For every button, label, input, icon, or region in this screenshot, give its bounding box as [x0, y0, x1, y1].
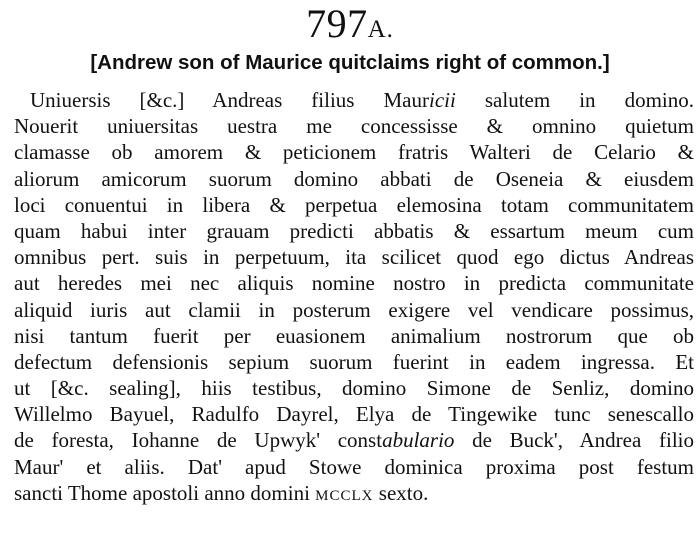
body-line: [14, 244, 694, 270]
body-text-segment: de Buck', Andrea filio: [454, 428, 694, 453]
body-line: [14, 192, 694, 218]
body-line: [14, 323, 694, 349]
body-text-segment: aliquid iuris aut clamii in posterum exigere vel vendicare possimus,: [14, 297, 694, 322]
body-line: [14, 349, 694, 375]
body-line: [14, 113, 694, 139]
body-text-segment: clamasse ob amorem & peticionem fratris Walteri de Celario &: [14, 140, 694, 165]
body-text-segment: quam habui inter grauam predicti abbatis & essartum meum cum: [14, 218, 694, 243]
body-text-segment: MCCLX: [315, 487, 374, 504]
body-text-segment: abulario: [382, 428, 455, 453]
body-text-segment: sancti Thome apostoli anno domini: [14, 480, 316, 505]
document-number-suffix: A.: [367, 16, 394, 43]
body-line: [14, 270, 694, 296]
body-line: [14, 375, 694, 401]
body-text-segment: de foresta, Iohanne de Upwyk' const: [14, 428, 383, 453]
body-text-segment: salutem in domino.: [455, 88, 694, 112]
body-line: [14, 297, 694, 323]
body-text-segment: aut heredes mei nec aliquis nomine nostro in predicta communitate: [14, 271, 694, 296]
body-text-segment: loci conuentui in libera & perpetua elemosina totam communitatem: [14, 192, 694, 217]
body-text-segment: sexto.: [373, 480, 429, 505]
body-text-segment: Nouerit uniuersitas uestra me concessisse & omnino quietum: [14, 114, 694, 139]
body-text-segment: ut [&c. sealing], hiis testibus, domino Simone de Senliz, domino: [14, 376, 694, 401]
body-text-segment: Uniuersis [&c.] Andreas filius Maur: [30, 88, 429, 112]
body-line: [14, 87, 694, 113]
body-line: [14, 401, 694, 427]
document-body: [14, 87, 694, 506]
body-text-segment: icii: [429, 88, 456, 112]
body-line: [14, 480, 694, 506]
document-number: [0, 2, 700, 52]
body-line: [14, 218, 694, 244]
body-text-segment: aliorum amicorum suorum domino abbati de Oseneia & eiusdem: [14, 166, 694, 191]
body-line: [14, 427, 694, 453]
body-text-segment: nisi tantum fuerit per euasionem animalium nostrorum que ob: [14, 323, 694, 348]
body-text-segment: Willelmo Bayuel, Radulfo Dayrel, Elya de Tingewike tunc senescallo: [14, 402, 694, 427]
document-number-value: 797: [306, 1, 368, 46]
body-line: [14, 139, 694, 165]
body-text-segment: Maur' et aliis. Dat' apud Stowe dominica proxima post festum: [14, 454, 694, 479]
body-line: [14, 166, 694, 192]
body-line: [14, 454, 694, 480]
body-text-segment: omnibus pert. suis in perpetuum, ita scilicet quod ego dictus Andreas: [14, 245, 694, 270]
body-text-segment: defectum defensionis sepium suorum fuerint in eadem ingressa. Et: [14, 349, 694, 374]
document-title: [Andrew son of Maurice quitclaims right of common.]: [90, 51, 610, 74]
